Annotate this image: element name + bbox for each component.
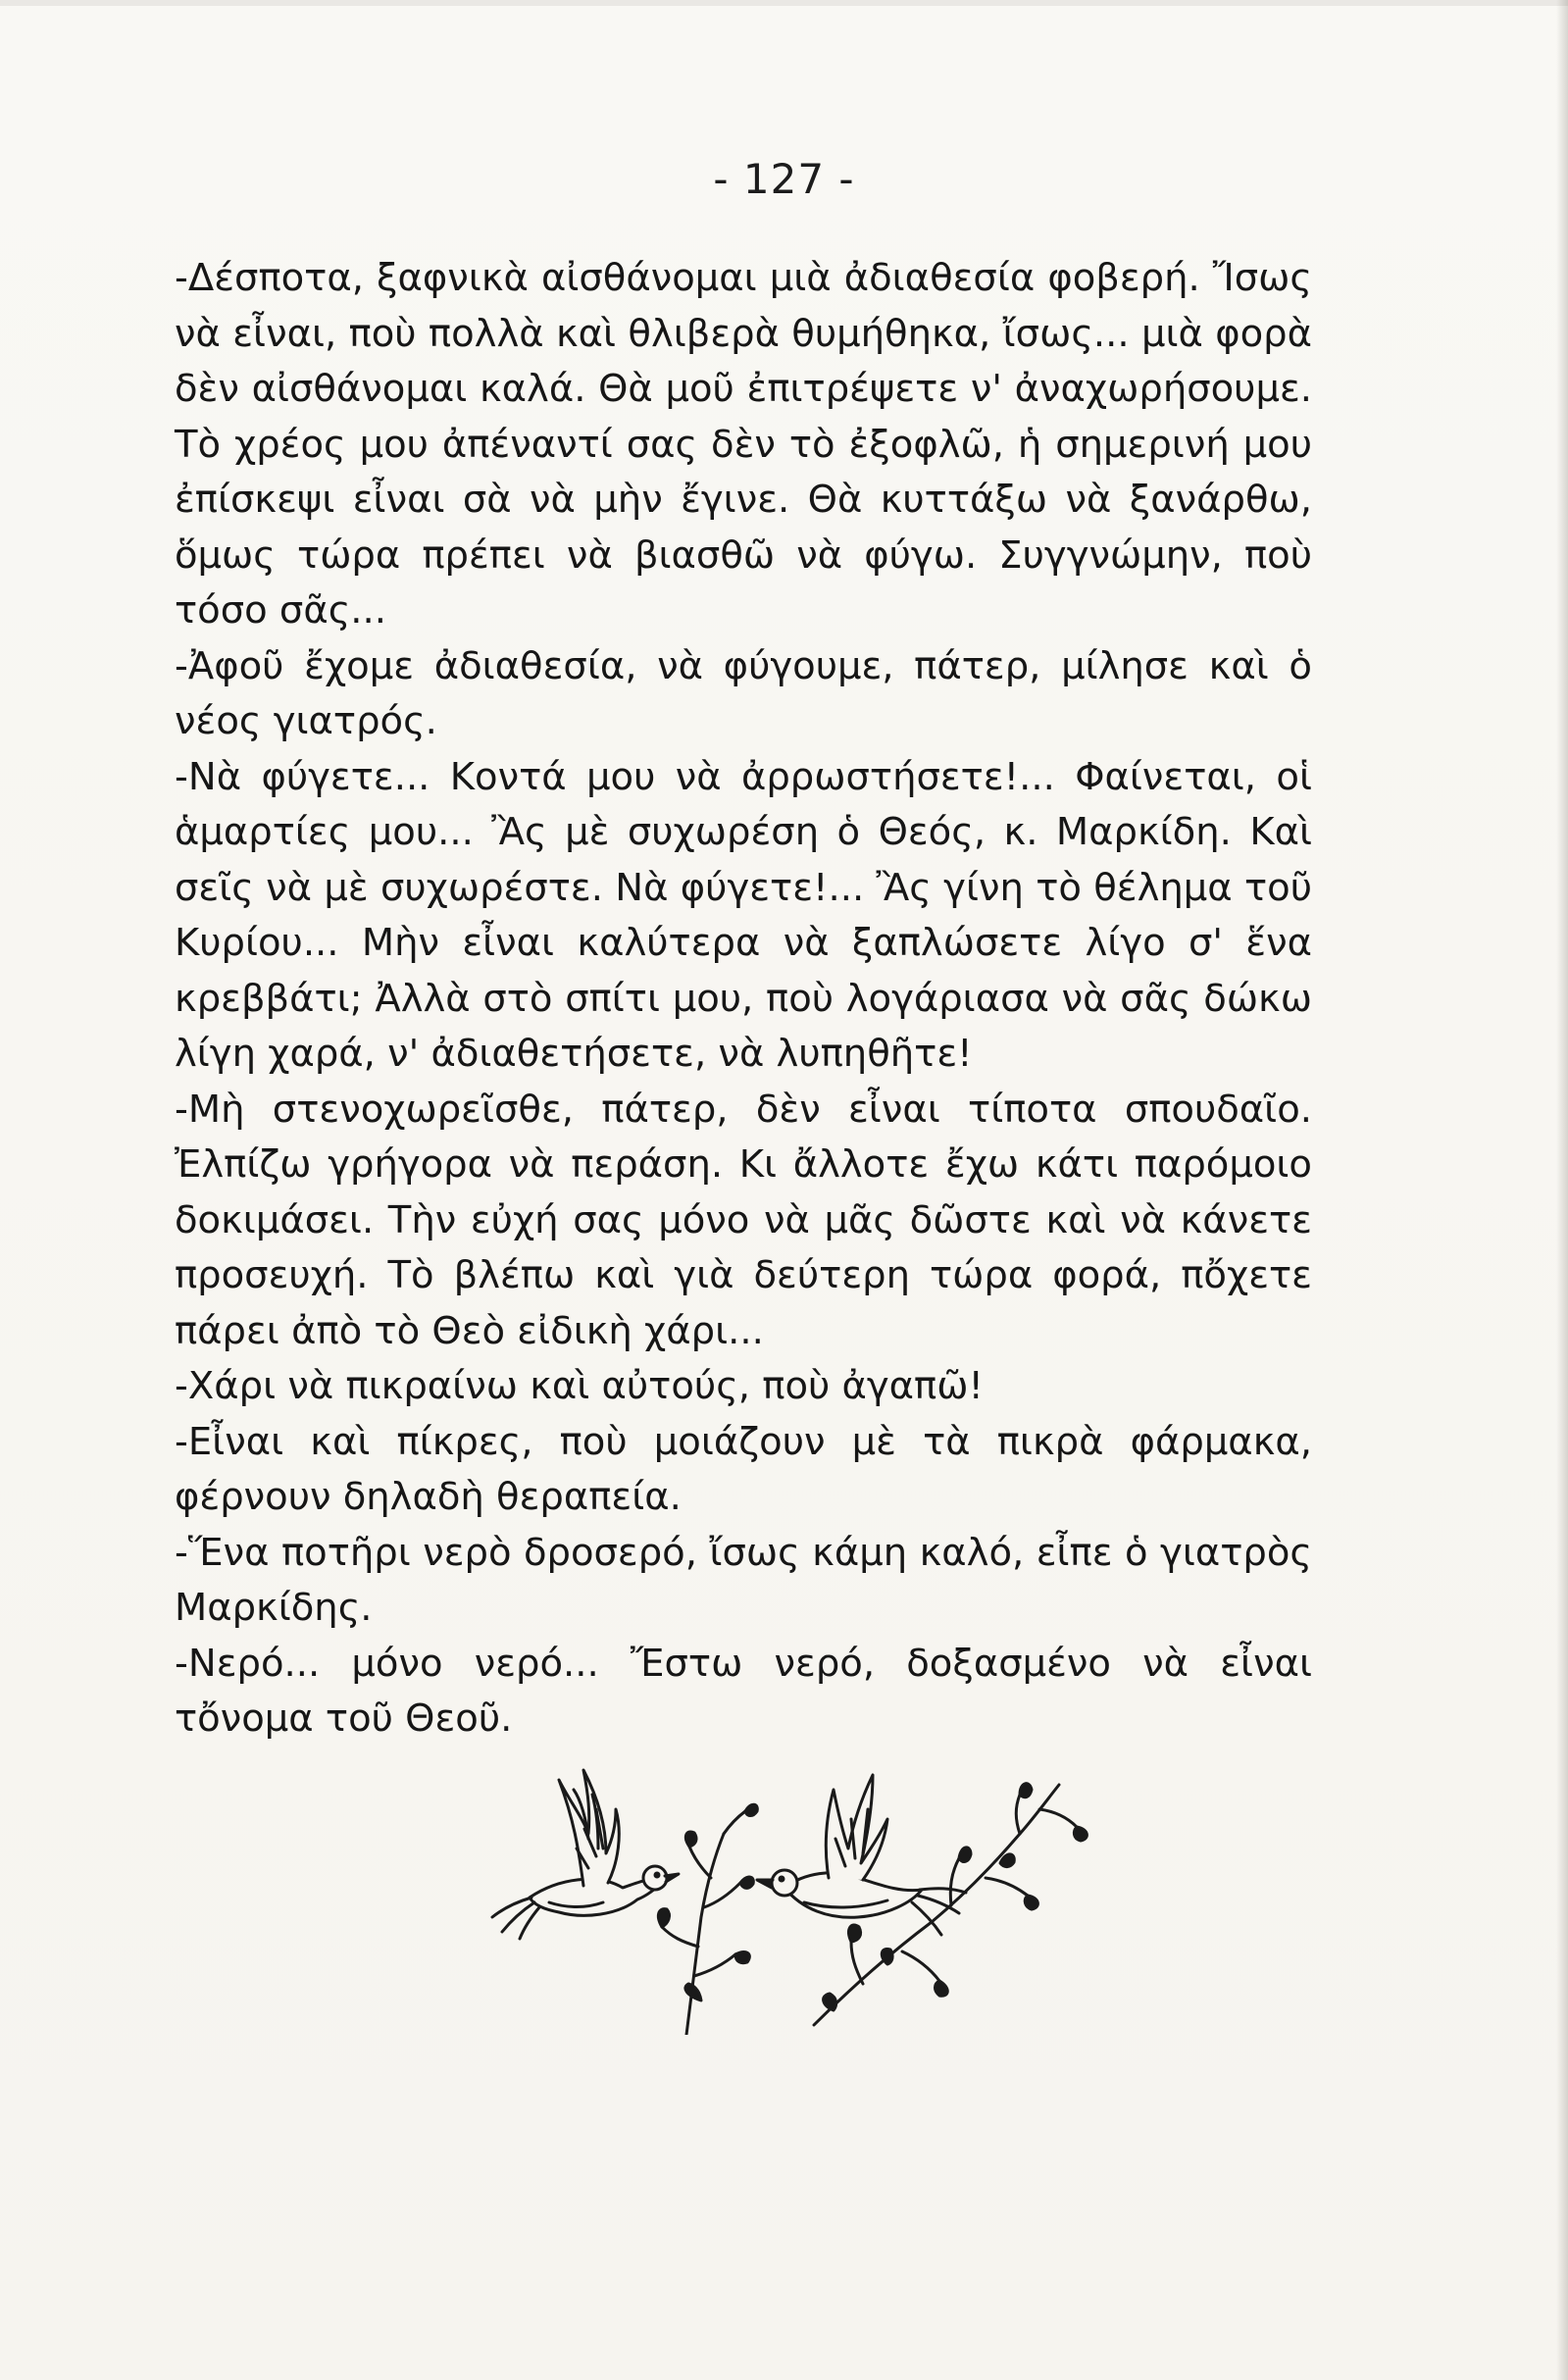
right-bird-icon [757, 1775, 966, 1935]
paragraph-6: -Εἶναι καὶ πίκρες, ποὺ μοιάζουν μὲ τὰ πικρὰ φάρμακα, φέρνουν δηλαδὴ θεραπεία. [175, 1419, 1312, 1519]
page-top-shadow [0, 0, 1568, 6]
page-right-shadow [1556, 0, 1568, 2380]
page-number: - 127 - [713, 155, 855, 203]
paragraph-4: -Μὴ στενοχωρεῖσθε, πάτερ, δὲν εἶναι τίποτα σπουδαῖο. Ἐλπίζω γρήγορα νὰ περάση. Κι ἄλλοτε ἔχω κάτι παρόμοιο δοκιμάσει. Τὴν εὐχή σας μόνο νὰ μᾶς δῶστε καὶ νὰ κάνετε προσευχή. Τὸ βλέπω καὶ γιὰ δεύτερη τώρα φορά, πὄχετε πάρει ἀπὸ τὸ Θεὸ εἰδικὴ χάρι... [175, 1087, 1312, 1353]
left-branch-icon [658, 1804, 757, 2035]
paragraph-8: -Νερό... μόνο νερό... Ἔστω νερό, δοξασμένο νὰ εἶναι τὄνομα τοῦ Θεοῦ. [175, 1641, 1312, 1741]
paragraph-5: -Χάρι νὰ πικραίνω καὶ αὐτούς, ποὺ ἀγαπῶ! [175, 1364, 984, 1408]
paragraph-3: -Νὰ φύγετε... Κοντά μου νὰ ἀρρωστήσετε!... Φαίνεται, οἱ ἁμαρτίες μου... Ἂς μὲ συχωρέση ὁ Θεός, κ. Μαρκίδη. Καὶ σεῖς νὰ μὲ συχωρέστε. Νὰ φύγετε!... Ἂς γίνη τὸ θέλημα τοῦ Κυρίου... Μὴν εἶναι καλύτερα νὰ ξαπλώσετε λίγο σ' ἕνα κρεββάτι; Ἀλλὰ στὸ σπίτι μου, ποὺ λογάριασα νὰ σᾶς δώκω λίγη χαρά, ν' ἀδιαθετήσετε, νὰ λυπηθῆτε! [175, 754, 1312, 1076]
left-bird-icon [492, 1770, 679, 1939]
paragraph-2: -Ἀφοῦ ἔχομε ἀδιαθεσία, νὰ φύγουμε, πάτερ, μίλησε καὶ ὁ νέος γιατρός. [175, 643, 1312, 743]
two-birds-on-branches-illustration [490, 1741, 1098, 2035]
paragraph-1: -Δέσποτα, ξαφνικὰ αἰσθάνομαι μιὰ ἀδιαθεσία φοβερή. Ἴσως νὰ εἶναι, ποὺ πολλὰ καὶ θλιβερὰ θυμήθηκα, ἴσως... μιὰ φορὰ δὲν αἰσθάνομαι καλά. Θὰ μοῦ ἐπιτρέψετε ν' ἀναχωρήσουμε. Τὸ χρέος μου ἀπέναντί σας δὲν τὸ ἐξοφλῶ, ἡ σημερινή μου ἐπίσκεψι εἶναι σὰ νὰ μὴν ἔγινε. Θὰ κυττάξω νὰ ξανάρθω, ὅμως τώρα πρέπει νὰ βιασθῶ νὰ φύγω. Συγγνώμην, ποὺ τόσο σᾶς... [175, 256, 1312, 633]
paragraph-7: -Ἕνα ποτῆρι νερὸ δροσερό, ἴσως κάμη καλό, εἶπε ὁ γιατρὸς Μαρκίδης. [175, 1530, 1312, 1630]
body-text [175, 251, 1312, 1747]
